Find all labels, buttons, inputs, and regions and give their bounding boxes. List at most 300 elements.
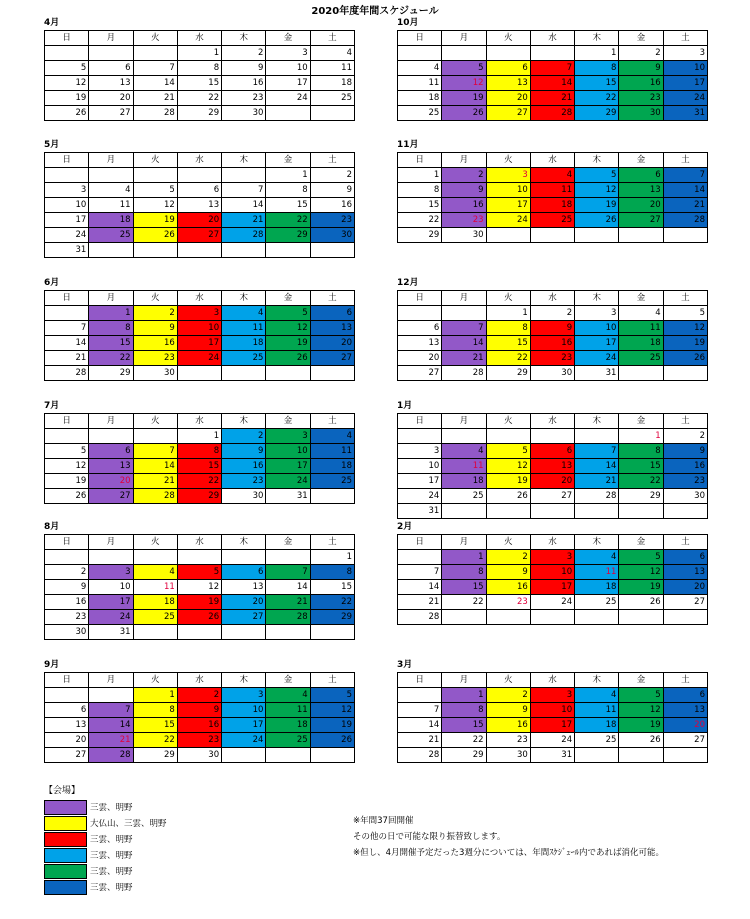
month-february [397, 521, 709, 625]
week-row [398, 610, 708, 625]
day-cell: 11 [442, 459, 486, 474]
month-label: 5月 [44, 140, 60, 150]
day-cell: 23 [530, 351, 574, 366]
day-cell [89, 243, 133, 258]
month-label: 8月 [44, 522, 60, 532]
week-row [45, 76, 355, 91]
month-label: 9月 [44, 660, 60, 670]
day-cell: 2 [442, 168, 486, 183]
day-cell: 8 [177, 444, 221, 459]
day-cell: 29 [89, 366, 133, 381]
week-row [45, 489, 355, 504]
day-cell [89, 429, 133, 444]
week-row [45, 703, 355, 718]
day-cell [133, 46, 177, 61]
day-cell: 21 [575, 474, 619, 489]
day-cell [575, 429, 619, 444]
day-cell: 16 [133, 336, 177, 351]
day-cell: 6 [398, 321, 442, 336]
day-cell: 23 [177, 733, 221, 748]
day-cell: 25 [398, 106, 442, 121]
day-cell [266, 106, 310, 121]
day-cell: 17 [266, 76, 310, 91]
day-cell: 16 [222, 76, 266, 91]
month-label: 10月 [397, 18, 419, 28]
weekday-header: 木 [222, 673, 266, 688]
day-cell: 3 [266, 429, 310, 444]
weekday-header: 土 [310, 153, 354, 168]
weekday-header: 水 [177, 414, 221, 429]
day-cell: 25 [530, 213, 574, 228]
day-cell: 20 [398, 351, 442, 366]
day-cell: 13 [486, 76, 530, 91]
weekday-header: 火 [133, 31, 177, 46]
day-cell: 16 [310, 198, 354, 213]
day-cell: 16 [222, 459, 266, 474]
week-row [398, 580, 708, 595]
day-cell: 1 [177, 46, 221, 61]
day-cell: 9 [133, 321, 177, 336]
weekday-header: 木 [575, 31, 619, 46]
day-cell: 10 [575, 321, 619, 336]
day-cell: 7 [222, 183, 266, 198]
weekday-header: 月 [89, 673, 133, 688]
weekday-header: 金 [266, 673, 310, 688]
day-cell: 9 [222, 444, 266, 459]
day-cell: 15 [89, 336, 133, 351]
week-row [398, 198, 708, 213]
week-row [45, 213, 355, 228]
weekday-header: 日 [45, 31, 89, 46]
day-cell: 9 [663, 444, 707, 459]
day-cell: 21 [133, 474, 177, 489]
week-row [398, 366, 708, 381]
day-cell: 26 [45, 489, 89, 504]
week-row [398, 321, 708, 336]
day-cell: 22 [486, 351, 530, 366]
day-cell: 12 [45, 459, 89, 474]
weekday-header: 火 [486, 673, 530, 688]
weekday-header: 月 [89, 291, 133, 306]
day-cell: 29 [310, 610, 354, 625]
calendar-table [44, 534, 355, 640]
weekday-header: 金 [619, 535, 663, 550]
weekday-header: 木 [575, 153, 619, 168]
weekday-header: 月 [442, 414, 486, 429]
day-cell [266, 748, 310, 763]
day-cell: 21 [663, 198, 707, 213]
day-cell: 19 [310, 718, 354, 733]
day-cell: 21 [398, 595, 442, 610]
day-cell: 31 [89, 625, 133, 640]
day-cell: 25 [310, 91, 354, 106]
day-cell [663, 748, 707, 763]
day-cell: 5 [663, 306, 707, 321]
day-cell: 7 [45, 321, 89, 336]
month-label: 4月 [44, 18, 60, 28]
day-cell: 16 [177, 718, 221, 733]
month-may [44, 139, 356, 258]
weekday-header: 火 [133, 291, 177, 306]
day-cell: 15 [575, 76, 619, 91]
week-row [45, 565, 355, 580]
week-row [45, 91, 355, 106]
day-cell: 10 [266, 444, 310, 459]
day-cell: 26 [45, 106, 89, 121]
day-cell: 7 [398, 565, 442, 580]
day-cell: 10 [177, 321, 221, 336]
week-row [45, 168, 355, 183]
day-cell: 10 [222, 703, 266, 718]
day-cell: 6 [89, 444, 133, 459]
weekday-header: 金 [619, 673, 663, 688]
day-cell: 25 [222, 351, 266, 366]
legend-title: 【会場】 [44, 786, 81, 796]
day-cell: 24 [266, 91, 310, 106]
week-row [45, 748, 355, 763]
month-label: 6月 [44, 278, 60, 288]
day-cell: 10 [398, 459, 442, 474]
day-cell [177, 243, 221, 258]
week-row [398, 76, 708, 91]
day-cell: 25 [266, 733, 310, 748]
day-cell: 22 [177, 474, 221, 489]
note-line: その他の日で可能な限り振替致します。 [353, 832, 506, 842]
weekday-header: 月 [442, 153, 486, 168]
day-cell [619, 228, 663, 243]
weekday-header: 月 [442, 535, 486, 550]
weekday-header: 土 [663, 535, 707, 550]
weekday-header: 日 [45, 291, 89, 306]
day-cell: 5 [619, 688, 663, 703]
weekday-header: 月 [442, 673, 486, 688]
day-cell: 1 [133, 688, 177, 703]
month-march [397, 659, 709, 763]
day-cell: 28 [266, 610, 310, 625]
day-cell: 27 [222, 610, 266, 625]
day-cell: 6 [310, 306, 354, 321]
day-cell: 4 [310, 429, 354, 444]
day-cell [663, 504, 707, 519]
day-cell [442, 306, 486, 321]
day-cell: 16 [663, 459, 707, 474]
week-row [45, 366, 355, 381]
day-cell: 19 [619, 718, 663, 733]
day-cell: 17 [222, 718, 266, 733]
day-cell [310, 625, 354, 640]
day-cell: 7 [663, 168, 707, 183]
day-cell: 26 [310, 733, 354, 748]
week-row [398, 183, 708, 198]
day-cell: 15 [177, 76, 221, 91]
month-september [44, 659, 356, 763]
day-cell: 8 [575, 61, 619, 76]
day-cell: 10 [663, 61, 707, 76]
day-cell: 23 [442, 213, 486, 228]
month-label: 2月 [397, 522, 413, 532]
day-cell [133, 243, 177, 258]
day-cell: 13 [398, 336, 442, 351]
day-cell: 31 [663, 106, 707, 121]
day-cell: 25 [310, 474, 354, 489]
weekday-header: 日 [45, 153, 89, 168]
day-cell: 25 [575, 595, 619, 610]
day-cell [398, 306, 442, 321]
day-cell: 15 [486, 336, 530, 351]
day-cell [575, 610, 619, 625]
day-cell: 13 [619, 183, 663, 198]
day-cell: 23 [486, 595, 530, 610]
day-cell: 7 [133, 444, 177, 459]
month-april [44, 17, 356, 121]
day-cell: 8 [486, 321, 530, 336]
week-row [398, 748, 708, 763]
weekday-header: 月 [89, 414, 133, 429]
day-cell: 14 [222, 198, 266, 213]
week-row [398, 703, 708, 718]
day-cell: 3 [398, 444, 442, 459]
day-cell: 11 [575, 565, 619, 580]
day-cell: 3 [530, 688, 574, 703]
weekday-header: 木 [222, 291, 266, 306]
notes [353, 813, 664, 861]
day-cell: 14 [266, 580, 310, 595]
day-cell: 3 [177, 306, 221, 321]
day-cell [266, 366, 310, 381]
day-cell: 31 [398, 504, 442, 519]
day-cell: 27 [45, 748, 89, 763]
day-cell: 4 [266, 688, 310, 703]
day-cell: 4 [575, 550, 619, 565]
weekday-header: 日 [398, 414, 442, 429]
weekday-header: 金 [266, 153, 310, 168]
weekday-header: 日 [45, 414, 89, 429]
day-cell: 23 [222, 474, 266, 489]
week-row [45, 718, 355, 733]
day-cell: 22 [575, 91, 619, 106]
weekday-header: 月 [442, 291, 486, 306]
day-cell: 1 [177, 429, 221, 444]
weekday-header: 金 [619, 31, 663, 46]
day-cell: 8 [398, 183, 442, 198]
day-cell: 2 [45, 565, 89, 580]
day-cell: 21 [45, 351, 89, 366]
day-cell [442, 504, 486, 519]
day-cell: 14 [133, 459, 177, 474]
day-cell: 14 [530, 76, 574, 91]
day-cell: 10 [530, 565, 574, 580]
day-cell: 25 [442, 489, 486, 504]
week-row [398, 336, 708, 351]
day-cell [575, 504, 619, 519]
day-cell: 16 [442, 198, 486, 213]
day-cell: 5 [177, 565, 221, 580]
week-row [45, 183, 355, 198]
day-cell: 27 [530, 489, 574, 504]
day-cell: 14 [45, 336, 89, 351]
day-cell: 15 [442, 718, 486, 733]
weekday-header: 日 [45, 673, 89, 688]
day-cell [575, 748, 619, 763]
day-cell: 21 [442, 351, 486, 366]
day-cell: 26 [442, 106, 486, 121]
day-cell: 2 [310, 168, 354, 183]
calendar-table [44, 30, 355, 121]
day-cell: 26 [575, 213, 619, 228]
day-cell: 23 [663, 474, 707, 489]
day-cell: 24 [45, 228, 89, 243]
weekday-header: 土 [310, 291, 354, 306]
day-cell [45, 306, 89, 321]
weekday-header: 土 [663, 153, 707, 168]
day-cell: 15 [310, 580, 354, 595]
day-cell: 22 [398, 213, 442, 228]
day-cell: 23 [619, 91, 663, 106]
day-cell: 7 [398, 703, 442, 718]
day-cell: 12 [619, 703, 663, 718]
day-cell: 21 [133, 91, 177, 106]
day-cell [89, 46, 133, 61]
weekday-header: 土 [663, 291, 707, 306]
day-cell: 30 [310, 228, 354, 243]
day-cell: 27 [310, 351, 354, 366]
day-cell: 2 [222, 46, 266, 61]
day-cell: 19 [663, 336, 707, 351]
weekday-header: 土 [310, 673, 354, 688]
week-row [45, 610, 355, 625]
week-row [398, 61, 708, 76]
legend-label: 三雲、明野 [90, 867, 133, 877]
day-cell: 27 [663, 733, 707, 748]
week-row [398, 550, 708, 565]
day-cell: 28 [133, 489, 177, 504]
day-cell: 29 [133, 748, 177, 763]
month-label: 12月 [397, 278, 419, 288]
day-cell: 14 [575, 459, 619, 474]
day-cell [133, 625, 177, 640]
day-cell: 21 [398, 733, 442, 748]
day-cell [398, 688, 442, 703]
weekday-header: 金 [266, 535, 310, 550]
weekday-header: 木 [575, 535, 619, 550]
day-cell: 12 [45, 76, 89, 91]
day-cell [310, 106, 354, 121]
day-cell [133, 168, 177, 183]
venue-legend [44, 783, 167, 895]
legend-label: 三雲、明野 [90, 803, 133, 813]
week-row [45, 595, 355, 610]
day-cell: 11 [222, 321, 266, 336]
legend-label: 三雲、明野 [90, 835, 133, 845]
day-cell: 5 [575, 168, 619, 183]
weekday-header: 火 [486, 31, 530, 46]
weekday-header: 木 [575, 673, 619, 688]
week-row [398, 474, 708, 489]
day-cell: 29 [398, 228, 442, 243]
weekday-header: 水 [177, 153, 221, 168]
weekday-header: 土 [310, 535, 354, 550]
day-cell: 12 [133, 198, 177, 213]
day-cell: 26 [486, 489, 530, 504]
calendar-table [397, 672, 708, 763]
day-cell: 23 [222, 91, 266, 106]
day-cell [398, 550, 442, 565]
day-cell: 2 [222, 429, 266, 444]
day-cell: 6 [530, 444, 574, 459]
day-cell: 11 [575, 703, 619, 718]
weekday-header: 水 [177, 291, 221, 306]
day-cell: 29 [486, 366, 530, 381]
day-cell: 24 [398, 489, 442, 504]
day-cell: 18 [222, 336, 266, 351]
day-cell: 8 [442, 565, 486, 580]
day-cell [222, 366, 266, 381]
week-row [45, 550, 355, 565]
day-cell: 2 [486, 550, 530, 565]
weekday-header: 土 [310, 31, 354, 46]
day-cell: 11 [266, 703, 310, 718]
day-cell: 6 [663, 550, 707, 565]
day-cell: 30 [663, 489, 707, 504]
day-cell: 27 [486, 106, 530, 121]
month-label: 11月 [397, 140, 419, 150]
day-cell: 24 [222, 733, 266, 748]
day-cell: 5 [619, 550, 663, 565]
day-cell [310, 366, 354, 381]
weekday-header: 金 [266, 291, 310, 306]
day-cell: 7 [89, 703, 133, 718]
calendar-table [397, 534, 708, 625]
day-cell: 21 [89, 733, 133, 748]
day-cell: 10 [486, 183, 530, 198]
calendar-table [397, 30, 708, 121]
day-cell: 22 [619, 474, 663, 489]
day-cell: 29 [177, 489, 221, 504]
day-cell: 22 [442, 733, 486, 748]
month-november [397, 139, 709, 243]
day-cell: 27 [619, 213, 663, 228]
day-cell: 1 [442, 688, 486, 703]
week-row [45, 625, 355, 640]
day-cell: 22 [89, 351, 133, 366]
legend-label: 三雲、明野 [90, 883, 133, 893]
weekday-header: 火 [486, 291, 530, 306]
day-cell: 20 [663, 718, 707, 733]
day-cell: 31 [530, 748, 574, 763]
day-cell: 8 [310, 565, 354, 580]
weekday-header: 水 [530, 535, 574, 550]
weekday-header: 金 [619, 414, 663, 429]
legend-item [44, 799, 167, 815]
day-cell: 23 [486, 733, 530, 748]
day-cell: 9 [310, 183, 354, 198]
day-cell [310, 489, 354, 504]
week-row [398, 106, 708, 121]
weekday-header: 金 [619, 153, 663, 168]
day-cell: 24 [486, 213, 530, 228]
week-row [398, 718, 708, 733]
legend-swatch [44, 816, 87, 831]
day-cell: 15 [619, 459, 663, 474]
day-cell: 17 [486, 198, 530, 213]
day-cell: 25 [575, 733, 619, 748]
week-row [398, 444, 708, 459]
day-cell: 2 [133, 306, 177, 321]
day-cell [222, 748, 266, 763]
day-cell: 4 [133, 565, 177, 580]
day-cell: 4 [619, 306, 663, 321]
day-cell: 12 [266, 321, 310, 336]
